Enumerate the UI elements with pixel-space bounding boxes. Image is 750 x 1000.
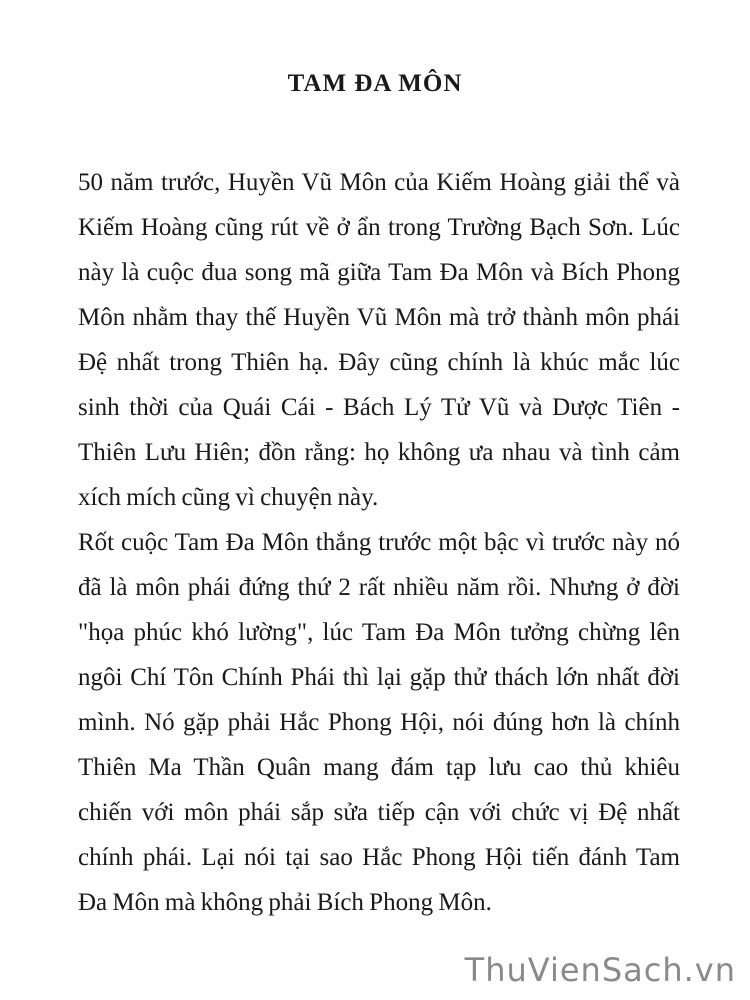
watermark-text: ThuVienSach.vn: [464, 951, 736, 989]
text-line: Rốt cuộc Tam Đa Môn thắng trước một bậc vì trước này nó: [78, 529, 680, 556]
text-line: 50 năm trước, Huyền Vũ Môn của Kiếm Hoàng giải thể và: [78, 169, 680, 196]
text-line: Kiếm Hoàng cũng rút về ở ẩn trong Trường Bạch Sơn. Lúc: [78, 214, 680, 241]
text-line: chiến với môn phái sắp sửa tiếp cận với chức vị Đệ nhất: [78, 799, 680, 826]
text-line: sinh thời của Quái Cái - Bách Lý Tử Vũ và Dược Tiên -: [78, 394, 680, 421]
text-line: Thiên Lưu Hiên; đồn rằng: họ không ưa nhau và tình cảm: [78, 439, 680, 466]
text-line: chính phái. Lại nói tại sao Hắc Phong Hội tiến đánh Tam: [78, 844, 680, 871]
text-line: Đa Môn mà không phải Bích Phong Môn.: [78, 889, 492, 916]
body-text: [78, 160, 680, 925]
text-line: này là cuộc đua song mã giữa Tam Đa Môn và Bích Phong: [78, 259, 680, 286]
text-line: Thiên Ma Thần Quân mang đám tạp lưu cao thủ khiêu: [78, 754, 680, 781]
page-title: TAM ĐA MÔN: [287, 70, 463, 97]
text-line: xích mích cũng vì chuyện này.: [78, 484, 379, 511]
text-line: đã là môn phái đứng thứ 2 rất nhiều năm rồi. Nhưng ở đời: [78, 574, 680, 601]
text-line: Môn nhằm thay thế Huyền Vũ Môn mà trở thành môn phái: [78, 304, 680, 331]
text-line: ngôi Chí Tôn Chính Phái thì lại gặp thử thách lớn nhất đời: [78, 664, 680, 691]
text-line: "họa phúc khó lường", lúc Tam Đa Môn tưởng chừng lên: [78, 619, 680, 646]
text-line: Đệ nhất trong Thiên hạ. Đây cũng chính là khúc mắc lúc: [78, 349, 680, 376]
text-line: mình. Nó gặp phải Hắc Phong Hội, nói đúng hơn là chính: [78, 709, 680, 736]
